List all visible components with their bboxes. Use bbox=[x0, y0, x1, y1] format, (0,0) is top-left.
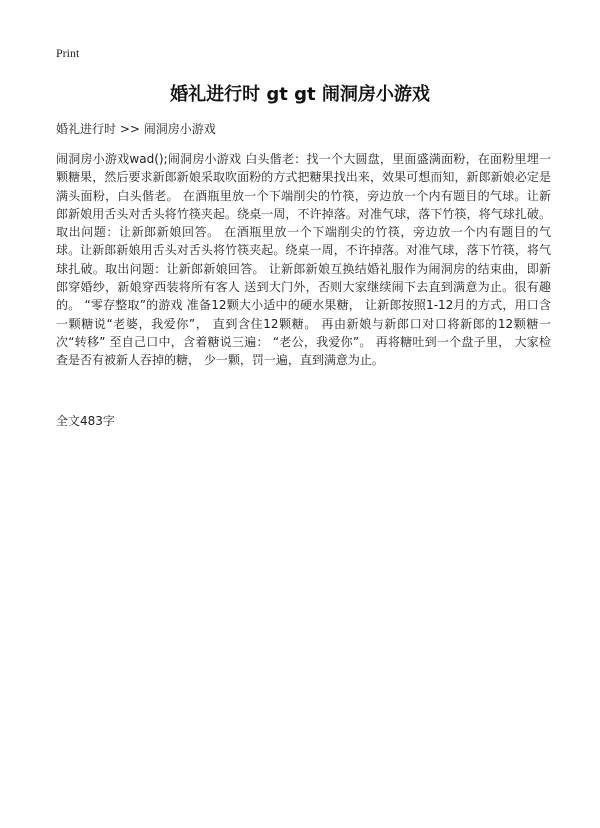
article-body: 闹洞房小游戏wad();闹洞房小游戏 白头偕老：找一个大圆盘，里面盛满面粉，在面粉里埋一颗糖果，然后要求新郎新娘采取吹面粉的方式把糖果找出来，效果可想而知，新郎新娘必定是满头面粉，白头偕老。 在酒瓶里放一个下端削尖的竹筷，旁边放一个内有题目的气球。让新郎新娘用舌头对舌头将竹筷夹起。绕桌一周，不许掉落。对准气球，落下竹筷，将气球扎破。取出问题：让新郎新娘回答。 在酒瓶里放一个下端削尖的竹筷，旁边放一个内有题目的气球。让新郎新娘用舌头对舌头将竹筷夹起。绕桌一周，不许掉落。对准气球，落下竹筷，将气球扎破。取出问题：让新郎新娘回答。 让新郎新娘互换结婚礼服作为闹洞房的结束曲，即新郎穿婚纱，新娘穿西装将所有客人 送到大门外，否则大家继续闹下去直到满意为止。很有趣的。 “零存整取”的游戏 准备12颗大小适中的硬水果糖， 让新郎按照1-12月的方式，用口含一颗糖说“老婆，我爱你”， 直到含住12颗糖。 再由新娘与新郎口对口将新郎的12颗糖一次“转移” 至自己口中，含着糖说三遍： “老公，我爱你”。 再将糖吐到一个盘子里， 大家检查是否有被新人吞掉的糖， 少一颗，罚一遍，直到满意为止。 bbox=[56, 152, 551, 368]
print-label: Print bbox=[56, 46, 80, 60]
page-title: 婚礼进行时 gt gt 闹洞房小游戏 bbox=[170, 84, 430, 105]
word-count: 全文483字 bbox=[56, 414, 115, 428]
breadcrumb: 婚礼进行时 >> 闹洞房小游戏 bbox=[56, 122, 216, 136]
